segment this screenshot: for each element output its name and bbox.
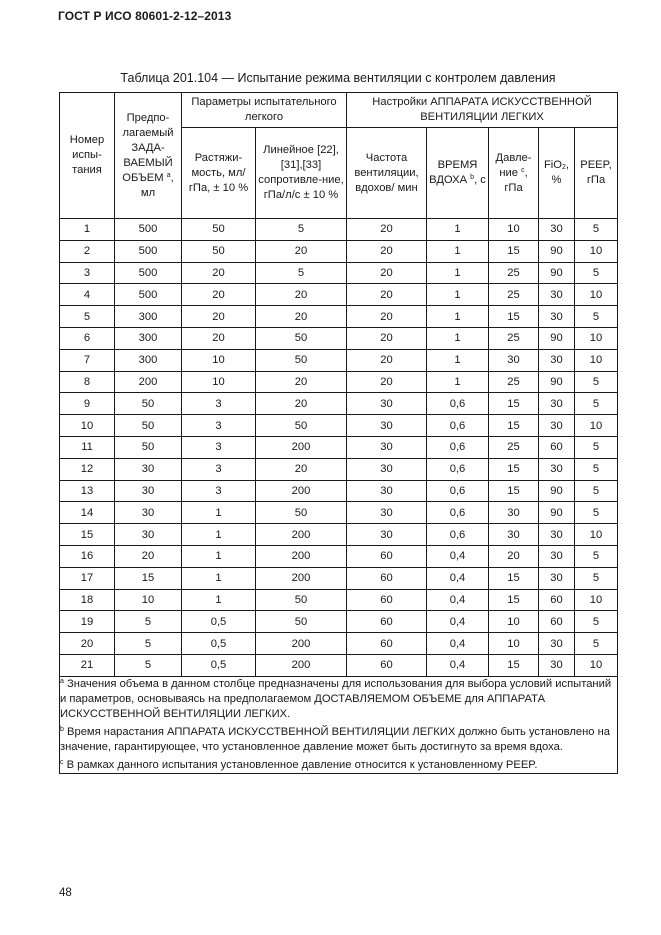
table-cell: 5 xyxy=(115,654,182,676)
table-cell: 10 xyxy=(489,219,539,241)
table-cell: 300 xyxy=(115,306,182,328)
table-cell: 30 xyxy=(539,349,575,371)
table-cell: 0,6 xyxy=(427,502,489,524)
table-cell: 30 xyxy=(489,502,539,524)
table-cell: 14 xyxy=(60,502,115,524)
table-cell: 500 xyxy=(115,284,182,306)
note-c-mark: c xyxy=(60,758,64,766)
table-cell: 1 xyxy=(182,524,256,546)
table-cell: 30 xyxy=(489,524,539,546)
table-cell: 5 xyxy=(115,633,182,655)
page-number: 48 xyxy=(59,887,72,899)
table-cell: 20 xyxy=(347,371,427,393)
table-row xyxy=(60,502,618,524)
table-cell: 20 xyxy=(347,349,427,371)
table-row xyxy=(60,306,618,328)
table-cell: 10 xyxy=(182,371,256,393)
table-row xyxy=(60,611,618,633)
table-cell: 30 xyxy=(539,219,575,241)
table-cell: 30 xyxy=(115,502,182,524)
table-cell: 20 xyxy=(115,545,182,567)
header-fio2-label: FiO xyxy=(543,159,562,171)
table-cell: 0,5 xyxy=(182,654,256,676)
table-cell: 30 xyxy=(539,458,575,480)
note-b-text: Время нарастания АППАРАТА ИСКУССТВЕННОЙ ВЕНТИЛЯЦИИ ЛЕГКИХ должно быть установлено на значение, гарантирующее, что установленное давление может быть достигнуто за время вдоха. xyxy=(60,725,610,753)
footnote-ref-a: a xyxy=(166,171,171,179)
table-cell: 10 xyxy=(60,415,115,437)
note-b-mark: b xyxy=(60,725,64,733)
table-cell: 20 xyxy=(256,240,347,262)
table-cell: 20 xyxy=(347,327,427,349)
header-fio2 xyxy=(539,128,575,219)
table-row xyxy=(60,524,618,546)
table-cell: 200 xyxy=(115,371,182,393)
table-cell: 15 xyxy=(489,415,539,437)
table-cell: 30 xyxy=(539,654,575,676)
table-cell: 25 xyxy=(489,327,539,349)
table-cell: 20 xyxy=(60,633,115,655)
header-row-groups xyxy=(60,93,618,128)
table-cell: 10 xyxy=(489,633,539,655)
table-row xyxy=(60,654,618,676)
table-cell: 17 xyxy=(60,567,115,589)
table-row xyxy=(60,436,618,458)
table-cell: 10 xyxy=(489,611,539,633)
table-cell: 3 xyxy=(182,436,256,458)
table-cell: 30 xyxy=(115,480,182,502)
table-cell: 20 xyxy=(256,393,347,415)
table-cell: 25 xyxy=(489,284,539,306)
table-cell: 50 xyxy=(115,415,182,437)
table-cell: 10 xyxy=(575,654,618,676)
table-cell: 12 xyxy=(60,458,115,480)
table-cell: 50 xyxy=(182,240,256,262)
note-a xyxy=(60,677,617,722)
table-row xyxy=(60,545,618,567)
table-cell: 30 xyxy=(347,480,427,502)
table-cell: 50 xyxy=(256,589,347,611)
table-cell: 1 xyxy=(182,567,256,589)
table-cell: 0,6 xyxy=(427,524,489,546)
table-cell: 1 xyxy=(427,240,489,262)
notes-row xyxy=(60,676,618,773)
table-cell: 10 xyxy=(575,240,618,262)
table-row xyxy=(60,349,618,371)
table-row xyxy=(60,567,618,589)
table-cell: 500 xyxy=(115,240,182,262)
table-cell: 60 xyxy=(539,436,575,458)
table-cell: 300 xyxy=(115,349,182,371)
table-cell: 13 xyxy=(60,480,115,502)
table-cell: 10 xyxy=(575,589,618,611)
header-peep: PEEP, гПа xyxy=(575,128,618,219)
note-c xyxy=(60,758,617,773)
header-intended-volume-unit: , мл xyxy=(140,171,174,199)
table-cell: 15 xyxy=(489,240,539,262)
table-cell: 90 xyxy=(539,371,575,393)
table-cell: 30 xyxy=(539,524,575,546)
table-cell: 30 xyxy=(539,415,575,437)
table-cell: 60 xyxy=(539,589,575,611)
header-inspiratory-time-label: ВРЕМЯ ВДОХА xyxy=(429,159,478,186)
table-cell: 20 xyxy=(347,306,427,328)
table-cell: 90 xyxy=(539,327,575,349)
table-row xyxy=(60,393,618,415)
table-cell: 15 xyxy=(489,458,539,480)
header-fio2-unit: , % xyxy=(551,159,570,186)
table-cell: 19 xyxy=(60,611,115,633)
table-cell: 0,6 xyxy=(427,393,489,415)
header-intended-volume xyxy=(115,93,182,219)
table-cell: 1 xyxy=(427,349,489,371)
table-cell: 60 xyxy=(347,545,427,567)
table-cell: 1 xyxy=(427,219,489,241)
table-cell: 5 xyxy=(575,436,618,458)
table-cell: 90 xyxy=(539,502,575,524)
table-cell: 60 xyxy=(347,654,427,676)
table-cell: 7 xyxy=(60,349,115,371)
table-cell: 200 xyxy=(256,436,347,458)
table-cell: 3 xyxy=(182,458,256,480)
table-cell: 200 xyxy=(256,545,347,567)
table-cell: 1 xyxy=(60,219,115,241)
table-cell: 1 xyxy=(182,502,256,524)
table-cell: 0,5 xyxy=(182,611,256,633)
footnote-ref-b: b xyxy=(470,174,475,181)
table-cell: 1 xyxy=(427,284,489,306)
footnote-ref-c: c xyxy=(521,166,525,174)
table-cell: 20 xyxy=(182,262,256,284)
table-cell: 5 xyxy=(256,219,347,241)
table-cell: 6 xyxy=(60,327,115,349)
note-c-text: В рамках данного испытания установленное давление относится к установленному PEEP. xyxy=(63,758,538,771)
table-cell: 60 xyxy=(347,633,427,655)
table-cell: 0,5 xyxy=(182,633,256,655)
table-cell: 1 xyxy=(427,371,489,393)
table-cell: 30 xyxy=(539,393,575,415)
table-body xyxy=(60,219,618,677)
table-cell: 20 xyxy=(347,262,427,284)
table-cell: 5 xyxy=(575,545,618,567)
table-cell: 5 xyxy=(575,306,618,328)
table-cell: 21 xyxy=(60,654,115,676)
table-cell: 30 xyxy=(347,393,427,415)
table-row xyxy=(60,589,618,611)
table-cell: 1 xyxy=(182,589,256,611)
table-cell: 15 xyxy=(489,654,539,676)
table-cell: 5 xyxy=(575,393,618,415)
table-cell: 30 xyxy=(347,524,427,546)
table-cell: 0,6 xyxy=(427,480,489,502)
table-cell: 5 xyxy=(575,502,618,524)
table-cell: 0,6 xyxy=(427,458,489,480)
table-cell: 500 xyxy=(115,219,182,241)
table-cell: 50 xyxy=(256,349,347,371)
table-cell: 10 xyxy=(575,284,618,306)
table-cell: 200 xyxy=(256,480,347,502)
table-cell: 18 xyxy=(60,589,115,611)
table-cell: 30 xyxy=(539,545,575,567)
table-cell: 50 xyxy=(115,436,182,458)
table-cell: 0,4 xyxy=(427,567,489,589)
table-cell: 20 xyxy=(347,240,427,262)
table-cell: 8 xyxy=(60,371,115,393)
table-cell: 20 xyxy=(347,284,427,306)
table-cell: 200 xyxy=(256,633,347,655)
table-cell: 3 xyxy=(182,480,256,502)
table-cell: 10 xyxy=(575,524,618,546)
table-cell: 1 xyxy=(182,545,256,567)
table-cell: 90 xyxy=(539,480,575,502)
table-cell: 500 xyxy=(115,262,182,284)
table-cell: 0,4 xyxy=(427,611,489,633)
table-cell: 20 xyxy=(256,284,347,306)
table-cell: 1 xyxy=(427,262,489,284)
table-cell: 5 xyxy=(60,306,115,328)
table-cell: 10 xyxy=(575,415,618,437)
note-a-text: Значения объема в данном столбце предназначены для использования для выбора условий испытаний и параметров, основываясь на предполагаемом ДОСТАВЛЯЕМОМ ОБЪЕМЕ для АППАРАТА ИСКУССТВЕННОЙ ВЕНТИЛЯЦИИ ЛЕГКИХ. xyxy=(60,677,612,720)
header-pressure-unit: , гПа xyxy=(504,166,528,194)
header-fio2-subscript: 2 xyxy=(562,164,566,171)
table-cell: 16 xyxy=(60,545,115,567)
note-b xyxy=(60,725,617,755)
table-cell: 15 xyxy=(489,567,539,589)
table-cell: 15 xyxy=(489,480,539,502)
table-cell: 25 xyxy=(489,436,539,458)
table-cell: 30 xyxy=(539,567,575,589)
table-cell: 200 xyxy=(256,567,347,589)
table-row xyxy=(60,240,618,262)
table-cell: 50 xyxy=(182,219,256,241)
table-cell: 2 xyxy=(60,240,115,262)
table-cell: 5 xyxy=(256,262,347,284)
header-pressure xyxy=(489,128,539,219)
table-cell: 10 xyxy=(575,349,618,371)
table-row xyxy=(60,480,618,502)
table-cell: 20 xyxy=(182,284,256,306)
table-cell: 30 xyxy=(347,458,427,480)
table-row xyxy=(60,219,618,241)
table-caption: Таблица 201.104 — Испытание режима вентиляции с контролем давления xyxy=(120,71,556,85)
table-cell: 3 xyxy=(182,393,256,415)
document-header: ГОСТ Р ИСО 80601-2-12–2013 xyxy=(58,9,232,23)
header-compliance: Растяжи-мость, мл/гПа, ± 10 % xyxy=(182,128,256,219)
table-cell: 20 xyxy=(182,327,256,349)
table-cell: 90 xyxy=(539,262,575,284)
table-cell: 0,4 xyxy=(427,633,489,655)
table-cell: 9 xyxy=(60,393,115,415)
table-cell: 15 xyxy=(115,567,182,589)
table-cell: 5 xyxy=(575,633,618,655)
table-cell: 30 xyxy=(539,633,575,655)
table-cell: 3 xyxy=(60,262,115,284)
table-cell: 20 xyxy=(256,458,347,480)
table-cell: 25 xyxy=(489,262,539,284)
table-cell: 90 xyxy=(539,240,575,262)
table-cell: 50 xyxy=(256,415,347,437)
table-cell: 3 xyxy=(182,415,256,437)
table-cell: 10 xyxy=(182,349,256,371)
table-row xyxy=(60,415,618,437)
table-cell: 5 xyxy=(575,219,618,241)
table-cell: 15 xyxy=(489,589,539,611)
table-cell: 300 xyxy=(115,327,182,349)
table-cell: 15 xyxy=(489,393,539,415)
header-group-test-lung: Параметры испытательного легкого xyxy=(182,93,347,128)
table-cell: 5 xyxy=(575,262,618,284)
table-cell: 0,6 xyxy=(427,436,489,458)
table-cell: 50 xyxy=(256,611,347,633)
table-cell: 30 xyxy=(539,284,575,306)
header-rate: Частота вентиляции, вдохов/ мин xyxy=(347,128,427,219)
table-cell: 10 xyxy=(115,589,182,611)
table-cell: 50 xyxy=(256,502,347,524)
table-cell: 30 xyxy=(347,415,427,437)
table-row xyxy=(60,327,618,349)
table-cell: 30 xyxy=(489,349,539,371)
table-cell: 15 xyxy=(60,524,115,546)
table-cell: 5 xyxy=(115,611,182,633)
header-inspiratory-time-unit: , с xyxy=(474,174,486,186)
note-a-mark: a xyxy=(60,677,64,685)
header-intended-volume-label: Предпо-лагаемый ЗАДА-ВАЕМЫЙ ОБЪЕМ xyxy=(122,111,174,184)
table-row xyxy=(60,371,618,393)
table-cell: 20 xyxy=(347,219,427,241)
table-cell: 0,4 xyxy=(427,589,489,611)
table-cell: 5 xyxy=(575,567,618,589)
table-cell: 20 xyxy=(489,545,539,567)
header-pressure-label: Давле-ние xyxy=(495,151,532,179)
table-cell: 60 xyxy=(347,611,427,633)
table-cell: 200 xyxy=(256,524,347,546)
table-cell: 1 xyxy=(427,327,489,349)
table-cell: 20 xyxy=(256,306,347,328)
table-cell: 4 xyxy=(60,284,115,306)
table-cell: 1 xyxy=(427,306,489,328)
ventilation-test-table xyxy=(59,92,618,774)
table-cell: 5 xyxy=(575,458,618,480)
table-cell: 0,4 xyxy=(427,545,489,567)
table-cell: 30 xyxy=(347,502,427,524)
table-cell: 30 xyxy=(539,306,575,328)
header-test-number: Номер испы-тания xyxy=(60,93,115,219)
table-cell: 20 xyxy=(182,306,256,328)
table-cell: 60 xyxy=(347,567,427,589)
header-inspiratory-time xyxy=(427,128,489,219)
table-cell: 30 xyxy=(115,458,182,480)
table-cell: 60 xyxy=(347,589,427,611)
table-row xyxy=(60,284,618,306)
table-cell: 30 xyxy=(347,436,427,458)
table-cell: 0,4 xyxy=(427,654,489,676)
header-group-ventilator-settings: Настройки АППАРАТА ИСКУССТВЕННОЙ ВЕНТИЛЯЦИИ ЛЕГКИХ xyxy=(347,93,618,128)
table-cell: 200 xyxy=(256,654,347,676)
table-cell: 60 xyxy=(539,611,575,633)
table-cell: 50 xyxy=(115,393,182,415)
table-cell: 5 xyxy=(575,611,618,633)
table-cell: 20 xyxy=(256,371,347,393)
table-cell: 10 xyxy=(575,327,618,349)
table-cell: 5 xyxy=(575,371,618,393)
table-notes xyxy=(60,676,618,773)
table-cell: 50 xyxy=(256,327,347,349)
table-cell: 0,6 xyxy=(427,415,489,437)
table-cell: 30 xyxy=(115,524,182,546)
table-row xyxy=(60,262,618,284)
table-row xyxy=(60,633,618,655)
table-cell: 25 xyxy=(489,371,539,393)
table-cell: 11 xyxy=(60,436,115,458)
table-row xyxy=(60,458,618,480)
table-cell: 15 xyxy=(489,306,539,328)
table-cell: 5 xyxy=(575,480,618,502)
header-resistance: Линейное [22],[31],[33] сопротивле-ние, гПа/л/с ± 10 % xyxy=(256,128,347,219)
